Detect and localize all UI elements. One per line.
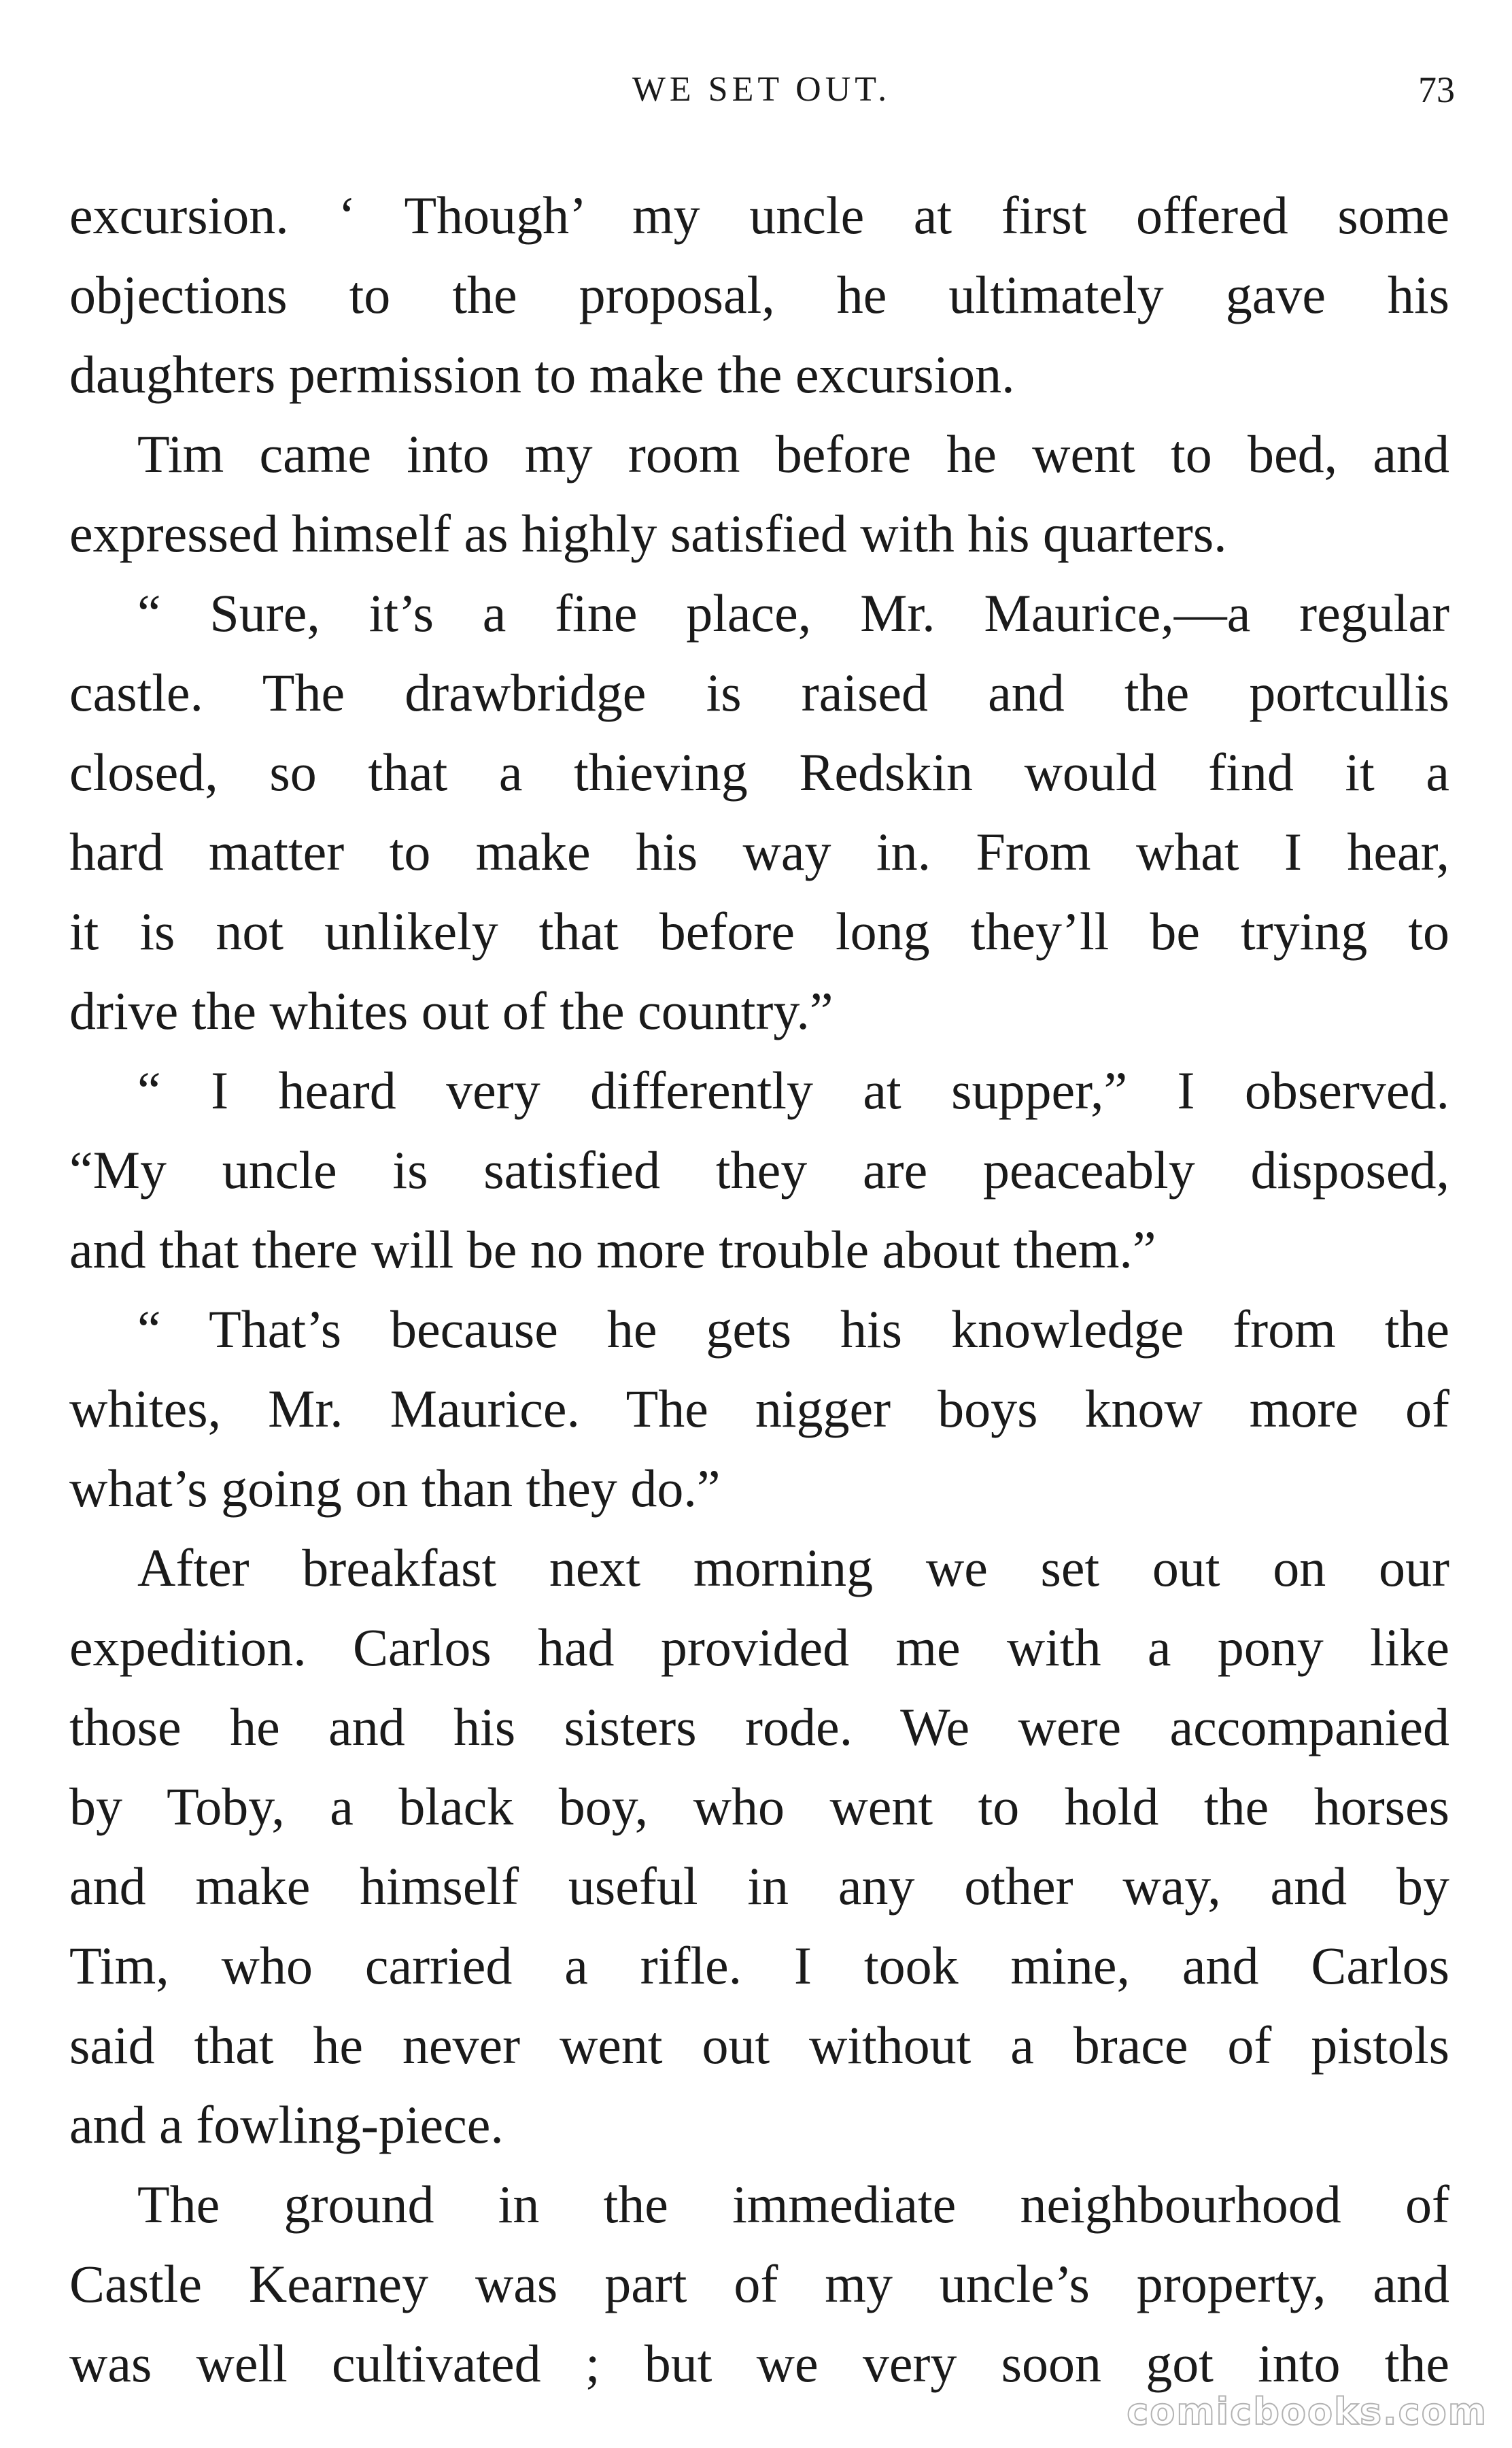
text-line: “My uncle is satisfied they are peaceably disposed, — [69, 1140, 1449, 1200]
text-line: castle. The drawbridge is raised and the portcullis — [69, 663, 1449, 722]
text-line: whites, Mr. Maurice. The nigger boys know more of — [69, 1379, 1449, 1438]
text-line: After breakfast next morning we set out on our — [137, 1538, 1449, 1597]
text-line: objections to the proposal, he ultimately gave his — [69, 265, 1449, 324]
text-line: hard matter to make his way in. From what I hear, — [69, 822, 1449, 881]
text-line: drive the whites out of the country.” — [69, 981, 834, 1040]
text-line: what’s going on than they do.” — [69, 1459, 721, 1518]
text-line: and make himself useful in any other way, and by — [69, 1856, 1449, 1916]
running-head — [68, 63, 1455, 117]
text-line: “ That’s because he gets his knowledge from the — [137, 1299, 1449, 1359]
text-line: excursion. ‘ Though’ my uncle at first offered some — [69, 186, 1449, 245]
text-line: “ I heard very differently at supper,” I observed. — [137, 1061, 1449, 1120]
text-line: Tim, who carried a rifle. I took mine, and Carlos — [69, 1936, 1449, 1995]
text-line: Tim came into my room before he went to bed, and — [137, 424, 1449, 483]
text-line: and a fowling-piece. — [69, 2095, 504, 2154]
text-line: expedition. Carlos had provided me with a pony like — [69, 1618, 1449, 1677]
text-line: and that there will be no more trouble about them.” — [69, 1220, 1156, 1279]
running-title: WE SET OUT. — [632, 70, 891, 109]
text-line: was well cultivated ; but we very soon got into the — [69, 2334, 1449, 2393]
text-line: by Toby, a black boy, who went to hold the horses — [69, 1777, 1449, 1836]
text-line: daughters permission to make the excursion. — [69, 345, 1015, 404]
text-line: “ Sure, it’s a fine place, Mr. Maurice,—a regular — [137, 583, 1449, 643]
body-text — [69, 175, 1449, 2403]
page-number: 73 — [1418, 69, 1455, 110]
text-line: Castle Kearney was part of my uncle’s property, and — [69, 2254, 1449, 2313]
text-line: said that he never went out without a brace of pistols — [69, 2016, 1449, 2075]
watermark-logo: comicbooks.com — [1127, 2390, 1488, 2433]
text-line: closed, so that a thieving Redskin would find it a — [69, 743, 1449, 802]
text-line: The ground in the immediate neighbourhood of — [137, 2175, 1449, 2234]
text-line: those he and his sisters rode. We were accompanied — [69, 1697, 1449, 1756]
text-line: expressed himself as highly satisfied with his quarters. — [69, 504, 1227, 563]
text-line: it is not unlikely that before long they’ll be trying to — [69, 902, 1449, 961]
